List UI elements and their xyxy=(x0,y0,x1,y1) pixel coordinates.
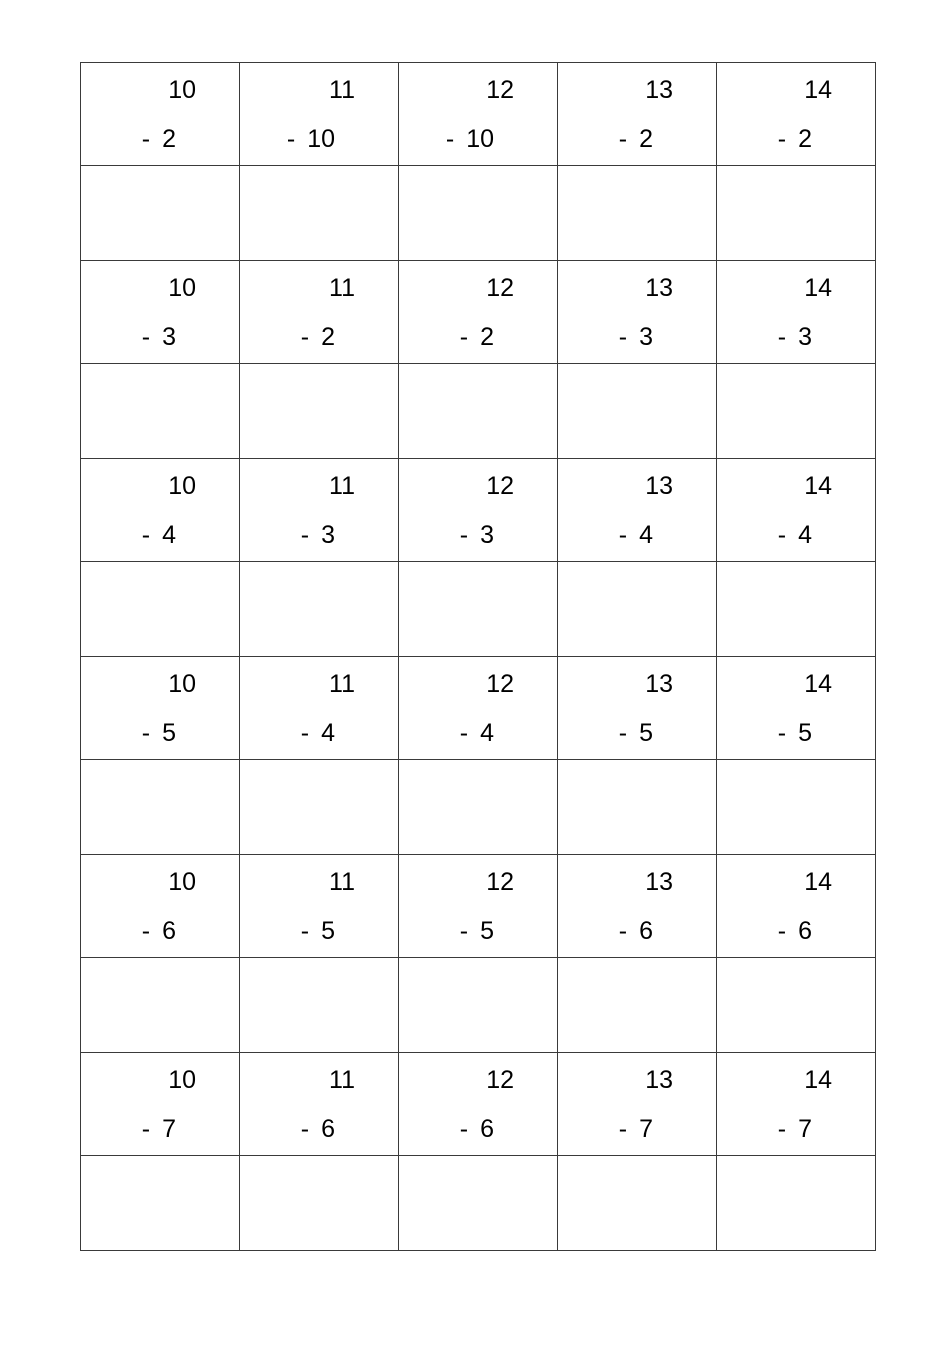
subtraction-problem xyxy=(399,657,557,759)
problem-cell xyxy=(717,459,876,562)
minus-sign: - xyxy=(300,323,310,351)
minuend: 12 xyxy=(486,472,514,500)
subtraction-problem xyxy=(399,459,557,561)
minuend: 11 xyxy=(329,868,355,896)
problem-cell xyxy=(558,657,717,760)
minus-sign: - xyxy=(141,1115,151,1143)
minus-sign: - xyxy=(777,521,787,549)
subtraction-problem xyxy=(558,459,716,561)
answer-row xyxy=(81,1156,876,1251)
minus-sign: - xyxy=(618,719,628,747)
minuend: 14 xyxy=(804,868,832,896)
answer-cell[interactable] xyxy=(717,958,876,1053)
problem-cell xyxy=(81,855,240,958)
answer-cell[interactable] xyxy=(558,1156,717,1251)
subtrahend-line xyxy=(287,127,335,152)
minuend: 14 xyxy=(804,670,832,698)
minus-sign: - xyxy=(141,917,151,945)
subtrahend: 7 xyxy=(639,1115,653,1143)
problem-cell xyxy=(399,261,558,364)
subtraction-problem xyxy=(81,657,239,759)
subtrahend-line xyxy=(301,1117,335,1142)
subtraction-problem xyxy=(558,261,716,363)
subtrahend: 2 xyxy=(480,323,494,351)
minuend: 13 xyxy=(645,472,673,500)
minuend: 10 xyxy=(168,76,196,104)
subtrahend-line xyxy=(142,127,176,152)
subtraction-problem xyxy=(81,1053,239,1155)
answer-cell[interactable] xyxy=(81,958,240,1053)
subtrahend-line xyxy=(142,523,176,548)
subtrahend: 2 xyxy=(798,125,812,153)
subtraction-problem xyxy=(240,1053,398,1155)
subtrahend-line xyxy=(619,325,653,350)
subtraction-problem xyxy=(81,63,239,165)
minuend: 11 xyxy=(329,670,355,698)
problem-cell xyxy=(81,1053,240,1156)
subtrahend-line xyxy=(446,127,494,152)
problem-row xyxy=(81,1053,876,1156)
problem-cell xyxy=(240,63,399,166)
problem-cell xyxy=(399,657,558,760)
subtrahend: 5 xyxy=(639,719,653,747)
answer-row xyxy=(81,166,876,261)
subtraction-problem xyxy=(81,855,239,957)
minus-sign: - xyxy=(618,1115,628,1143)
minuend: 12 xyxy=(486,670,514,698)
problem-cell xyxy=(717,63,876,166)
problem-row xyxy=(81,657,876,760)
subtrahend: 3 xyxy=(480,521,494,549)
problem-cell xyxy=(399,855,558,958)
subtraction-problem xyxy=(558,1053,716,1155)
subtrahend: 3 xyxy=(798,323,812,351)
minuend: 12 xyxy=(486,868,514,896)
subtrahend-line xyxy=(778,1117,812,1142)
subtrahend: 4 xyxy=(162,521,176,549)
subtrahend-line xyxy=(778,919,812,944)
answer-cell[interactable] xyxy=(399,958,558,1053)
subtrahend: 3 xyxy=(639,323,653,351)
problem-row xyxy=(81,459,876,562)
minus-sign: - xyxy=(141,719,151,747)
answer-row xyxy=(81,760,876,855)
answer-cell[interactable] xyxy=(240,562,399,657)
answer-cell[interactable] xyxy=(81,760,240,855)
subtraction-problem xyxy=(240,459,398,561)
subtrahend: 7 xyxy=(162,1115,176,1143)
minuend: 10 xyxy=(168,868,196,896)
answer-row xyxy=(81,958,876,1053)
answer-cell[interactable] xyxy=(240,166,399,261)
minuend: 10 xyxy=(168,1066,196,1094)
problem-cell xyxy=(558,261,717,364)
problem-cell xyxy=(240,459,399,562)
minus-sign: - xyxy=(141,323,151,351)
subtraction-problem xyxy=(717,63,875,165)
subtrahend: 2 xyxy=(321,323,335,351)
subtrahend-line xyxy=(301,325,335,350)
minus-sign: - xyxy=(141,521,151,549)
subtraction-problem xyxy=(81,459,239,561)
minuend: 14 xyxy=(804,76,832,104)
answer-cell[interactable] xyxy=(81,1156,240,1251)
subtrahend: 6 xyxy=(480,1115,494,1143)
subtraction-problem xyxy=(717,657,875,759)
subtraction-problem xyxy=(240,855,398,957)
problem-cell xyxy=(81,657,240,760)
subtraction-problem xyxy=(717,261,875,363)
subtrahend-line xyxy=(142,325,176,350)
minuend: 13 xyxy=(645,868,673,896)
subtrahend: 5 xyxy=(321,917,335,945)
problem-cell xyxy=(558,1053,717,1156)
subtraction-problem xyxy=(399,1053,557,1155)
answer-cell[interactable] xyxy=(240,760,399,855)
subtrahend-line xyxy=(460,1117,494,1142)
problem-cell xyxy=(717,1053,876,1156)
subtrahend: 3 xyxy=(321,521,335,549)
minuend: 10 xyxy=(168,274,196,302)
problem-cell xyxy=(399,63,558,166)
minus-sign: - xyxy=(286,125,296,153)
subtrahend-line xyxy=(460,919,494,944)
subtrahend: 10 xyxy=(307,125,335,153)
subtrahend: 4 xyxy=(321,719,335,747)
minuend: 14 xyxy=(804,274,832,302)
minus-sign: - xyxy=(459,521,469,549)
problem-cell xyxy=(558,855,717,958)
answer-cell[interactable] xyxy=(81,364,240,459)
minuend: 12 xyxy=(486,1066,514,1094)
minus-sign: - xyxy=(300,719,310,747)
answer-cell[interactable] xyxy=(399,760,558,855)
problem-row xyxy=(81,63,876,166)
answer-cell[interactable] xyxy=(399,166,558,261)
minuend: 12 xyxy=(486,274,514,302)
problem-row xyxy=(81,855,876,958)
problem-cell xyxy=(81,63,240,166)
answer-cell[interactable] xyxy=(558,364,717,459)
minuend: 11 xyxy=(329,274,355,302)
minus-sign: - xyxy=(777,125,787,153)
subtraction-problem xyxy=(717,459,875,561)
subtraction-problem xyxy=(399,855,557,957)
minus-sign: - xyxy=(300,1115,310,1143)
subtraction-problem xyxy=(240,261,398,363)
answer-cell[interactable] xyxy=(558,166,717,261)
minus-sign: - xyxy=(300,521,310,549)
subtrahend-line xyxy=(619,919,653,944)
subtrahend-line xyxy=(619,1117,653,1142)
problem-cell xyxy=(399,1053,558,1156)
minus-sign: - xyxy=(618,125,628,153)
problem-cell xyxy=(717,855,876,958)
answer-cell[interactable] xyxy=(240,364,399,459)
minuend: 13 xyxy=(645,670,673,698)
subtraction-problem xyxy=(240,657,398,759)
subtrahend-line xyxy=(778,721,812,746)
problem-cell xyxy=(240,261,399,364)
answer-cell[interactable] xyxy=(717,364,876,459)
minus-sign: - xyxy=(777,323,787,351)
answer-cell[interactable] xyxy=(558,760,717,855)
answer-cell[interactable] xyxy=(717,760,876,855)
subtrahend: 6 xyxy=(162,917,176,945)
subtraction-problem xyxy=(717,1053,875,1155)
subtrahend-line xyxy=(460,325,494,350)
minus-sign: - xyxy=(777,1115,787,1143)
minuend: 10 xyxy=(168,472,196,500)
answer-cell[interactable] xyxy=(399,562,558,657)
subtraction-worksheet-grid xyxy=(80,62,876,1251)
answer-cell[interactable] xyxy=(240,1156,399,1251)
subtraction-problem xyxy=(240,63,398,165)
problem-cell xyxy=(717,261,876,364)
minuend: 12 xyxy=(486,76,514,104)
minuend: 10 xyxy=(168,670,196,698)
answer-cell[interactable] xyxy=(399,364,558,459)
subtrahend: 3 xyxy=(162,323,176,351)
subtrahend-line xyxy=(778,325,812,350)
subtrahend-line xyxy=(142,1117,176,1142)
subtraction-problem xyxy=(558,63,716,165)
answer-cell[interactable] xyxy=(558,562,717,657)
subtrahend-line xyxy=(142,721,176,746)
subtrahend-line xyxy=(619,523,653,548)
answer-cell[interactable] xyxy=(81,166,240,261)
subtraction-problem xyxy=(399,63,557,165)
subtraction-problem xyxy=(717,855,875,957)
subtrahend: 4 xyxy=(798,521,812,549)
minus-sign: - xyxy=(459,1115,469,1143)
subtrahend: 10 xyxy=(466,125,494,153)
problem-cell xyxy=(240,657,399,760)
subtrahend-line xyxy=(619,721,653,746)
minuend: 13 xyxy=(645,274,673,302)
minus-sign: - xyxy=(300,917,310,945)
problem-cell xyxy=(558,63,717,166)
minus-sign: - xyxy=(618,917,628,945)
minuend: 14 xyxy=(804,472,832,500)
subtrahend: 5 xyxy=(162,719,176,747)
subtraction-problem xyxy=(558,657,716,759)
answer-cell[interactable] xyxy=(240,958,399,1053)
answer-cell[interactable] xyxy=(717,562,876,657)
answer-cell[interactable] xyxy=(717,1156,876,1251)
subtrahend-line xyxy=(301,721,335,746)
subtrahend-line xyxy=(619,127,653,152)
problem-row xyxy=(81,261,876,364)
subtraction-problem xyxy=(399,261,557,363)
answer-cell[interactable] xyxy=(81,562,240,657)
subtrahend: 2 xyxy=(639,125,653,153)
subtrahend-line xyxy=(142,919,176,944)
problem-cell xyxy=(240,855,399,958)
answer-row xyxy=(81,562,876,657)
subtrahend: 6 xyxy=(321,1115,335,1143)
subtrahend-line xyxy=(301,919,335,944)
problem-cell xyxy=(558,459,717,562)
problem-cell xyxy=(399,459,558,562)
subtrahend-line xyxy=(778,127,812,152)
minus-sign: - xyxy=(618,323,628,351)
answer-cell[interactable] xyxy=(717,166,876,261)
answer-cell[interactable] xyxy=(558,958,717,1053)
subtrahend-line xyxy=(460,721,494,746)
subtrahend: 7 xyxy=(798,1115,812,1143)
subtrahend: 2 xyxy=(162,125,176,153)
minus-sign: - xyxy=(777,719,787,747)
minuend: 13 xyxy=(645,1066,673,1094)
minuend: 11 xyxy=(329,1066,355,1094)
subtrahend-line xyxy=(778,523,812,548)
answer-cell[interactable] xyxy=(399,1156,558,1251)
subtraction-problem xyxy=(558,855,716,957)
minuend: 11 xyxy=(329,76,355,104)
subtrahend: 4 xyxy=(639,521,653,549)
minus-sign: - xyxy=(445,125,455,153)
subtrahend: 4 xyxy=(480,719,494,747)
minus-sign: - xyxy=(141,125,151,153)
minus-sign: - xyxy=(459,719,469,747)
minuend: 11 xyxy=(329,472,355,500)
answer-row xyxy=(81,364,876,459)
minuend: 13 xyxy=(645,76,673,104)
minus-sign: - xyxy=(777,917,787,945)
subtrahend: 6 xyxy=(798,917,812,945)
minus-sign: - xyxy=(459,323,469,351)
subtrahend: 5 xyxy=(798,719,812,747)
subtrahend-line xyxy=(301,523,335,548)
subtrahend: 6 xyxy=(639,917,653,945)
subtrahend: 5 xyxy=(480,917,494,945)
problem-cell xyxy=(81,261,240,364)
minuend: 14 xyxy=(804,1066,832,1094)
subtraction-problem xyxy=(81,261,239,363)
problem-cell xyxy=(81,459,240,562)
problem-cell xyxy=(717,657,876,760)
subtrahend-line xyxy=(460,523,494,548)
minus-sign: - xyxy=(459,917,469,945)
problem-cell xyxy=(240,1053,399,1156)
minus-sign: - xyxy=(618,521,628,549)
